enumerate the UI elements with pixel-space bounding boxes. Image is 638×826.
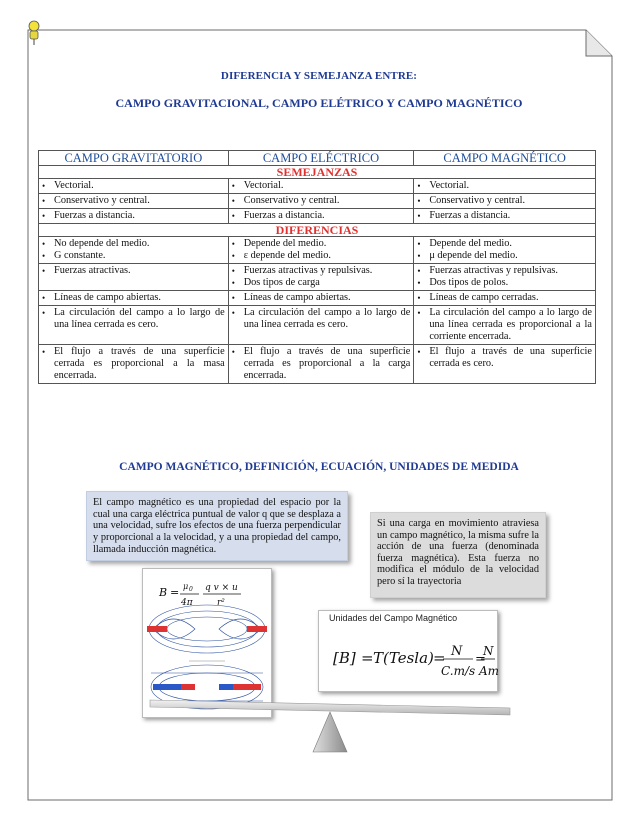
bullet-icon: •	[417, 181, 421, 191]
bullet-item	[42, 307, 225, 331]
definition-box: El campo magnético es una propiedad del espacio por la cual una carga eléctrica puntual de valor q que se desplaza a una velocidad, sufre los efectos de una fuerza perpendicular y proporcional a la velocidad, y a una propiedad del campo, llamada inducción magnética.	[86, 491, 348, 561]
bullet-icon: •	[417, 196, 421, 206]
table-cell	[39, 306, 229, 345]
bullet-icon: •	[231, 308, 235, 318]
bullet-text: La circulación del campo a lo largo de una línea cerrada es proporcional a la corriente encerrada.	[429, 307, 592, 342]
bullet-item	[42, 265, 225, 277]
bullet-text: G constante.	[54, 250, 106, 261]
bullet-text: La circulación del campo a lo largo de una línea cerrada es cero.	[54, 307, 225, 330]
bullet-text: Dos tipos de polos.	[429, 277, 509, 288]
svg-text:=: =	[475, 652, 486, 667]
svg-text:Am: Am	[479, 664, 500, 678]
bullet-text: Fuerzas atractivas y repulsivas.	[429, 265, 558, 276]
bullet-text: Conservativo y central.	[243, 195, 340, 206]
bullet-icon: •	[231, 211, 235, 221]
svg-text:=: =	[433, 649, 446, 667]
table-row	[39, 345, 596, 384]
bullet-item	[42, 250, 225, 262]
bullet-text: Líneas de campo abiertas.	[54, 292, 161, 303]
table-cell	[228, 264, 414, 291]
bullet-item	[232, 250, 411, 262]
bullet-text: La circulación del campo a lo largo de una línea cerrada es cero.	[243, 307, 411, 330]
bullet-text: Fuerzas atractivas.	[54, 265, 131, 276]
bullet-icon: •	[417, 266, 421, 276]
semejanzas-rows	[39, 179, 596, 224]
bullet-icon: •	[417, 293, 421, 303]
bullet-icon: •	[42, 211, 46, 221]
bullet-text: No depende del medio.	[54, 238, 150, 249]
bullet-text: El flujo a través de una superficie cerrada es proporcional a la masa encerrada.	[54, 346, 225, 381]
bullet-text: Líneas de campo cerradas.	[429, 292, 539, 303]
page-title: DIFERENCIA Y SEMEJANZA ENTRE:	[220, 70, 418, 82]
svg-text:=: =	[361, 649, 374, 667]
bullet-icon: •	[417, 251, 421, 261]
svg-text:0: 0	[189, 586, 193, 593]
bullet-text: Vectorial.	[54, 180, 94, 191]
table-cell	[228, 179, 414, 194]
bullet-icon: •	[42, 181, 46, 191]
table-row	[39, 237, 596, 264]
table-cell	[39, 345, 229, 384]
bullet-item	[232, 210, 411, 222]
table-cell	[414, 209, 596, 224]
table-cell	[228, 237, 414, 264]
table-cell	[228, 209, 414, 224]
table-cell	[39, 179, 229, 194]
table-cell	[414, 179, 596, 194]
svg-text:4π: 4π	[181, 598, 193, 608]
table-row	[39, 264, 596, 291]
bullet-item	[232, 195, 411, 207]
table-row	[39, 179, 596, 194]
svg-text:C.m/s: C.m/s	[441, 664, 476, 678]
bullet-text: Líneas de campo abiertas.	[243, 292, 351, 303]
bullet-text: El flujo a través de una superficie cerrada es cero.	[429, 346, 592, 369]
bullet-icon: •	[42, 347, 46, 357]
table-cell	[39, 291, 229, 306]
magnetic-force-box: Si una carga en movimiento atraviesa un campo magnético, la misma sufre la acción de una fuerza (denominada fuerza magnética). Esta fuerza no modifica el módulo de la velocidad pero sí la trayectoria	[370, 512, 546, 598]
bullet-item	[232, 265, 411, 277]
bullet-text: Depende del medio.	[429, 238, 512, 249]
svg-text:N: N	[483, 644, 494, 658]
bullet-item	[417, 180, 592, 192]
table-cell	[39, 209, 229, 224]
bullet-item	[232, 292, 411, 304]
table-cell	[414, 306, 596, 345]
bullet-item	[42, 195, 225, 207]
table-cell	[414, 237, 596, 264]
table-row	[39, 291, 596, 306]
bullet-text: μ depende del medio.	[429, 250, 518, 261]
table-row	[39, 194, 596, 209]
bullet-icon: •	[417, 239, 421, 249]
table-cell	[39, 194, 229, 209]
table-cell	[414, 345, 596, 384]
bullet-item	[417, 346, 592, 370]
bullet-text: Dos tipos de carga	[243, 277, 320, 288]
svg-text:=: =	[170, 586, 180, 599]
units-figure	[318, 610, 498, 692]
bullet-text: Fuerzas a distancia.	[243, 210, 325, 221]
bullet-item	[42, 180, 225, 192]
bullet-icon: •	[231, 266, 235, 276]
table-cell	[39, 237, 229, 264]
bullet-icon: •	[42, 266, 46, 276]
bullet-text: Fuerzas a distancia.	[429, 210, 511, 221]
bullet-item	[417, 277, 592, 289]
svg-text:q v × u: q v × u	[205, 583, 238, 593]
table-row	[39, 306, 596, 345]
bullet-item	[417, 307, 592, 343]
bullet-item	[232, 307, 411, 331]
bullet-item	[232, 277, 411, 289]
bullet-icon: •	[231, 278, 235, 288]
bullet-text: Fuerzas a distancia.	[54, 210, 135, 221]
bullet-icon: •	[231, 181, 235, 191]
bullet-icon: •	[417, 308, 421, 318]
svg-text:B: B	[159, 586, 168, 599]
bullet-icon: •	[231, 293, 235, 303]
bullet-item	[417, 195, 592, 207]
page-subtitle: CAMPO GRAVITACIONAL, CAMPO ELÉTRICO Y CAMPO MAGNÉTICO	[115, 96, 523, 110]
table-cell	[414, 291, 596, 306]
comparison-table	[38, 150, 596, 384]
bullet-text: Depende del medio.	[243, 238, 327, 249]
bullet-icon: •	[231, 239, 235, 249]
bullet-icon: •	[417, 347, 421, 357]
table-cell	[228, 291, 414, 306]
bullet-item	[232, 238, 411, 250]
column-header-magnetico: CAMPO MAGNÉTICO	[414, 151, 596, 166]
table-cell	[228, 345, 414, 384]
section-row-semejanzas	[39, 166, 596, 179]
table-row	[39, 209, 596, 224]
column-header-gravitatorio: CAMPO GRAVITATORIO	[39, 151, 229, 166]
bullet-text: Fuerzas atractivas y repulsivas.	[243, 265, 373, 276]
bullet-icon: •	[42, 293, 46, 303]
bullet-item	[42, 346, 225, 382]
section-label-semejanzas: SEMEJANZAS	[39, 166, 596, 179]
bullet-item	[232, 346, 411, 382]
balance-scale-icon	[150, 690, 510, 760]
table-cell	[228, 306, 414, 345]
bullet-icon: •	[417, 278, 421, 288]
svg-text:N: N	[451, 644, 463, 659]
column-header-electrico: CAMPO ELÉCTRICO	[228, 151, 414, 166]
bullet-icon: •	[42, 308, 46, 318]
table-header-row	[39, 151, 596, 166]
bullet-text: Vectorial.	[243, 180, 284, 191]
bullet-item	[232, 180, 411, 192]
svg-text:μ: μ	[183, 582, 189, 591]
bullet-item	[42, 292, 225, 304]
bullet-icon: •	[42, 196, 46, 206]
bullet-icon: •	[42, 239, 46, 249]
table-cell	[414, 264, 596, 291]
diferencias-rows	[39, 237, 596, 384]
bullet-text: Vectorial.	[429, 180, 470, 191]
bullet-item	[417, 250, 592, 262]
pushpin-icon	[26, 20, 42, 46]
units-formula-image	[319, 611, 500, 691]
bullet-icon: •	[417, 211, 421, 221]
bullet-text: Conservativo y central.	[429, 195, 526, 206]
bullet-icon: •	[231, 251, 235, 261]
bullet-text: ε depende del medio.	[243, 250, 331, 261]
table-cell	[39, 264, 229, 291]
bullet-text: Conservativo y central.	[54, 195, 150, 206]
bullet-icon: •	[231, 196, 235, 206]
bullet-item	[417, 265, 592, 277]
section-row-diferencias	[39, 224, 596, 237]
section-title-campo-magnetico: CAMPO MAGNÉTICO, DEFINICIÓN, ECUACIÓN, UNIDADES DE MEDIDA	[119, 461, 519, 473]
bullet-item	[417, 210, 592, 222]
table-cell	[414, 194, 596, 209]
bullet-item	[42, 238, 225, 250]
bullet-item	[42, 210, 225, 222]
bullet-item	[417, 238, 592, 250]
table-cell	[228, 194, 414, 209]
svg-text:[B]: [B]	[333, 649, 356, 667]
bullet-text: El flujo a través de una superficie cerrada es proporcional a la carga encerrada.	[243, 346, 411, 381]
bullet-item	[417, 292, 592, 304]
svg-text:r²: r²	[217, 598, 225, 608]
bullet-icon: •	[231, 347, 235, 357]
section-label-diferencias: DIFERENCIAS	[39, 224, 596, 237]
units-caption: Unidades del Campo Magnético	[329, 613, 458, 623]
svg-text:T(Tesla): T(Tesla)	[373, 649, 434, 667]
bullet-icon: •	[42, 251, 46, 261]
